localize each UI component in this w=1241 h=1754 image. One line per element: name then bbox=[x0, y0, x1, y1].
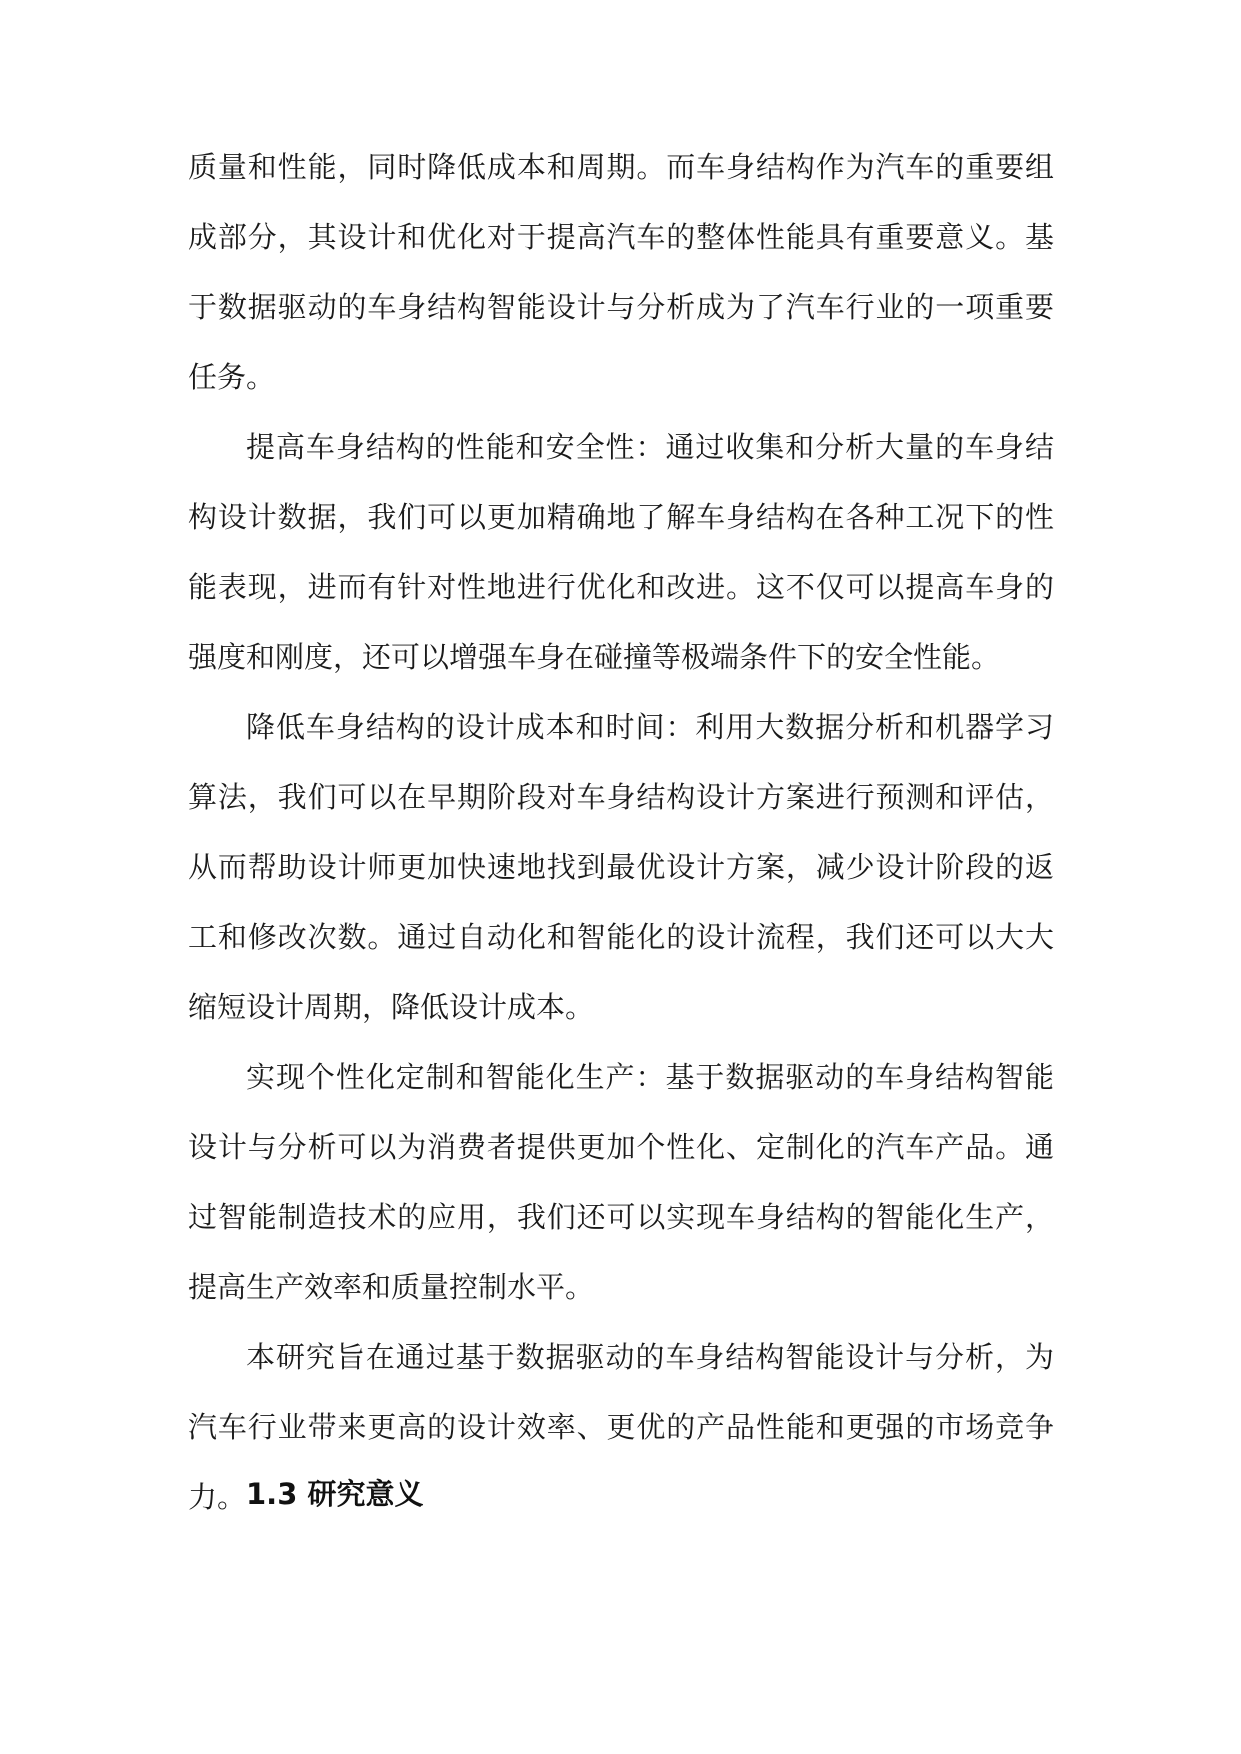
paragraph-continuation: 质量和性能，同时降低成本和周期。而车身结构作为汽车的重要组成部分，其设计和优化对于提高汽车的整体性能具有重要意义。基于数据驱动的车身结构智能设计与分析成为了汽车行业的一项重要任务。 bbox=[188, 150, 1054, 394]
paragraph-cost-time: 降低车身结构的设计成本和时间：利用大数据分析和机器学习算法，我们可以在早期阶段对车身结构设计方案进行预测和评估，从而帮助设计师更加快速地找到最优设计方案，减少设计阶段的返工和修改次数。通过自动化和智能化的设计流程，我们还可以大大缩短设计周期，降低设计成本。 bbox=[188, 710, 1054, 1024]
paragraph-customization: 实现个性化定制和智能化生产：基于数据驱动的车身结构智能设计与分析可以为消费者提供更加个性化、定制化的汽车产品。通过智能制造技术的应用，我们还可以实现车身结构的智能化生产，提高生产效率和质量控制水平。 bbox=[188, 1060, 1054, 1304]
body-text bbox=[188, 132, 1054, 1532]
paragraph-research-aim: 本研究旨在通过基于数据驱动的车身结构智能设计与分析，为汽车行业带来更高的设计效率、更优的产品性能和更强的市场竞争力。 bbox=[188, 1340, 1054, 1514]
section-heading: 1.3 研究意义 bbox=[246, 1477, 424, 1511]
paragraph-performance-safety: 提高车身结构的性能和安全性：通过收集和分析大量的车身结构设计数据，我们可以更加精确地了解车身结构在各种工况下的性能表现，进而有针对性地进行优化和改进。这不仅可以提高车身的强度和刚度，还可以增强车身在碰撞等极端条件下的安全性能。 bbox=[188, 430, 1054, 674]
